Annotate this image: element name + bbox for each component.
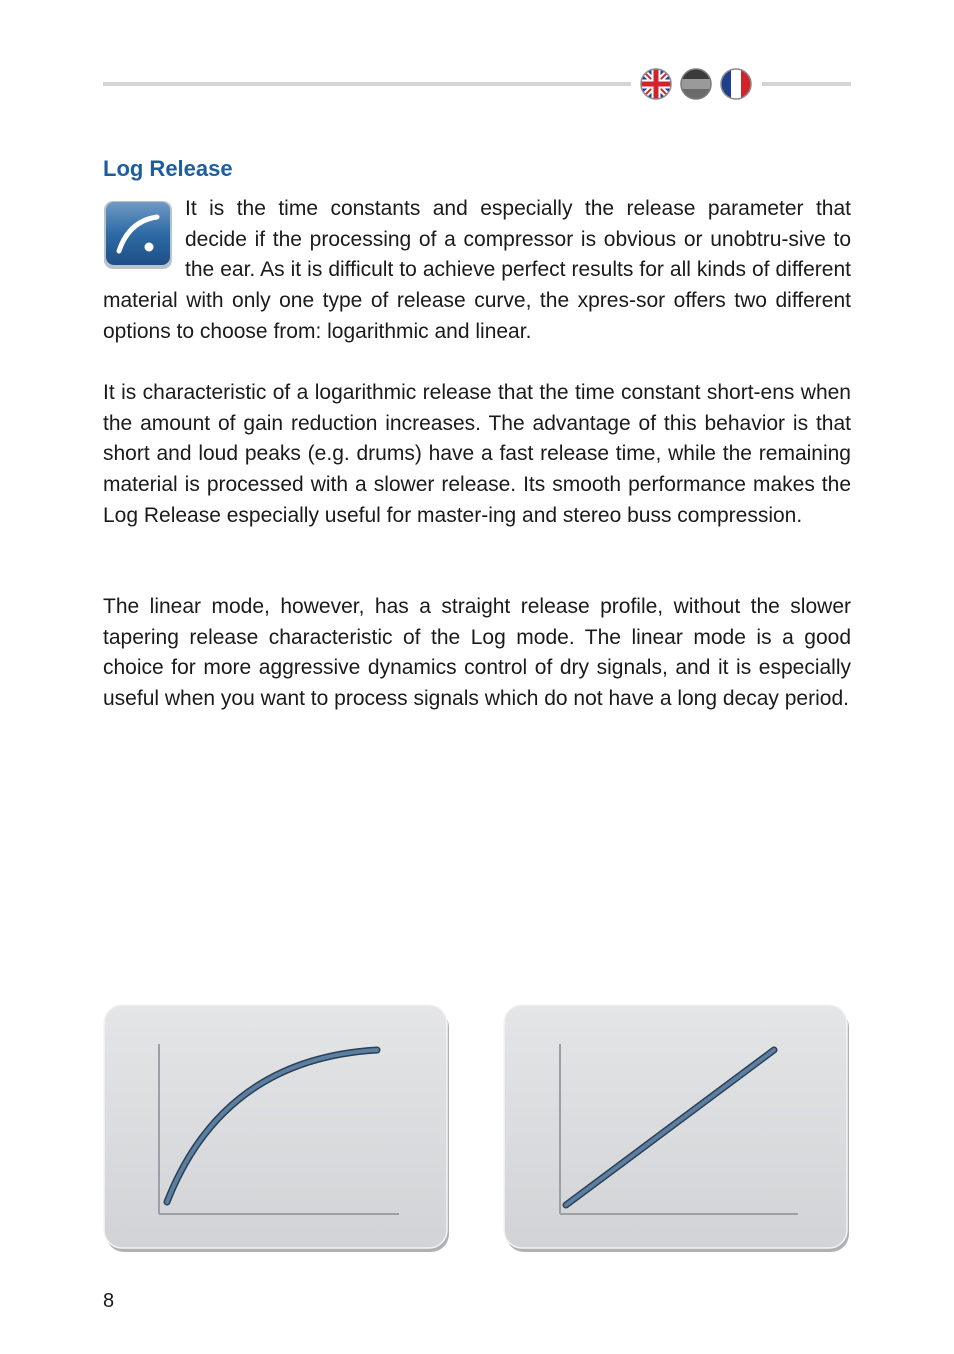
page-number: 8 xyxy=(103,1290,115,1312)
icon-spacer xyxy=(103,194,185,282)
log-release-paragraph: It is characteristic of a logarithmic release that the time constant short-ens when the amount of gain reduction increases. The advantage of this behavior is that short and loud peaks (e.g. drums) have a fast release time, while the remaining material is processed with a slower release. Its smooth performance makes the Log Release especially useful for master-ing and stereo buss compression. xyxy=(103,381,851,527)
intro-paragraph xyxy=(103,194,851,348)
french-flag-icon[interactable] xyxy=(720,68,752,100)
linear-release-graph xyxy=(503,1004,850,1254)
uk-flag-icon[interactable] xyxy=(640,68,672,100)
german-flag-icon[interactable] xyxy=(680,68,712,100)
section-heading: Log Release xyxy=(103,156,233,181)
language-selector xyxy=(640,68,752,100)
intro-paragraph-text: It is the time constants and especially the release parameter that decide if the processing of a compressor is obvious or unobtru-sive to the ear. As it is difficult to achieve perfect results for all kinds of different material with only one type of release curve, the xpres-sor offers two different options to choose from: logarithmic and linear. xyxy=(103,197,851,343)
log-release-graph xyxy=(103,1004,450,1254)
header-rule-right xyxy=(762,82,851,86)
linear-release-paragraph: The linear mode, however, has a straight release profile, without the slower tapering release characteristic of the Log mode. The linear mode is a good choice for more aggressive dynamics control of dry signals, and it is especially useful when you want to process signals which do not have a long decay period. xyxy=(103,595,851,711)
header-rule-left xyxy=(103,82,631,86)
